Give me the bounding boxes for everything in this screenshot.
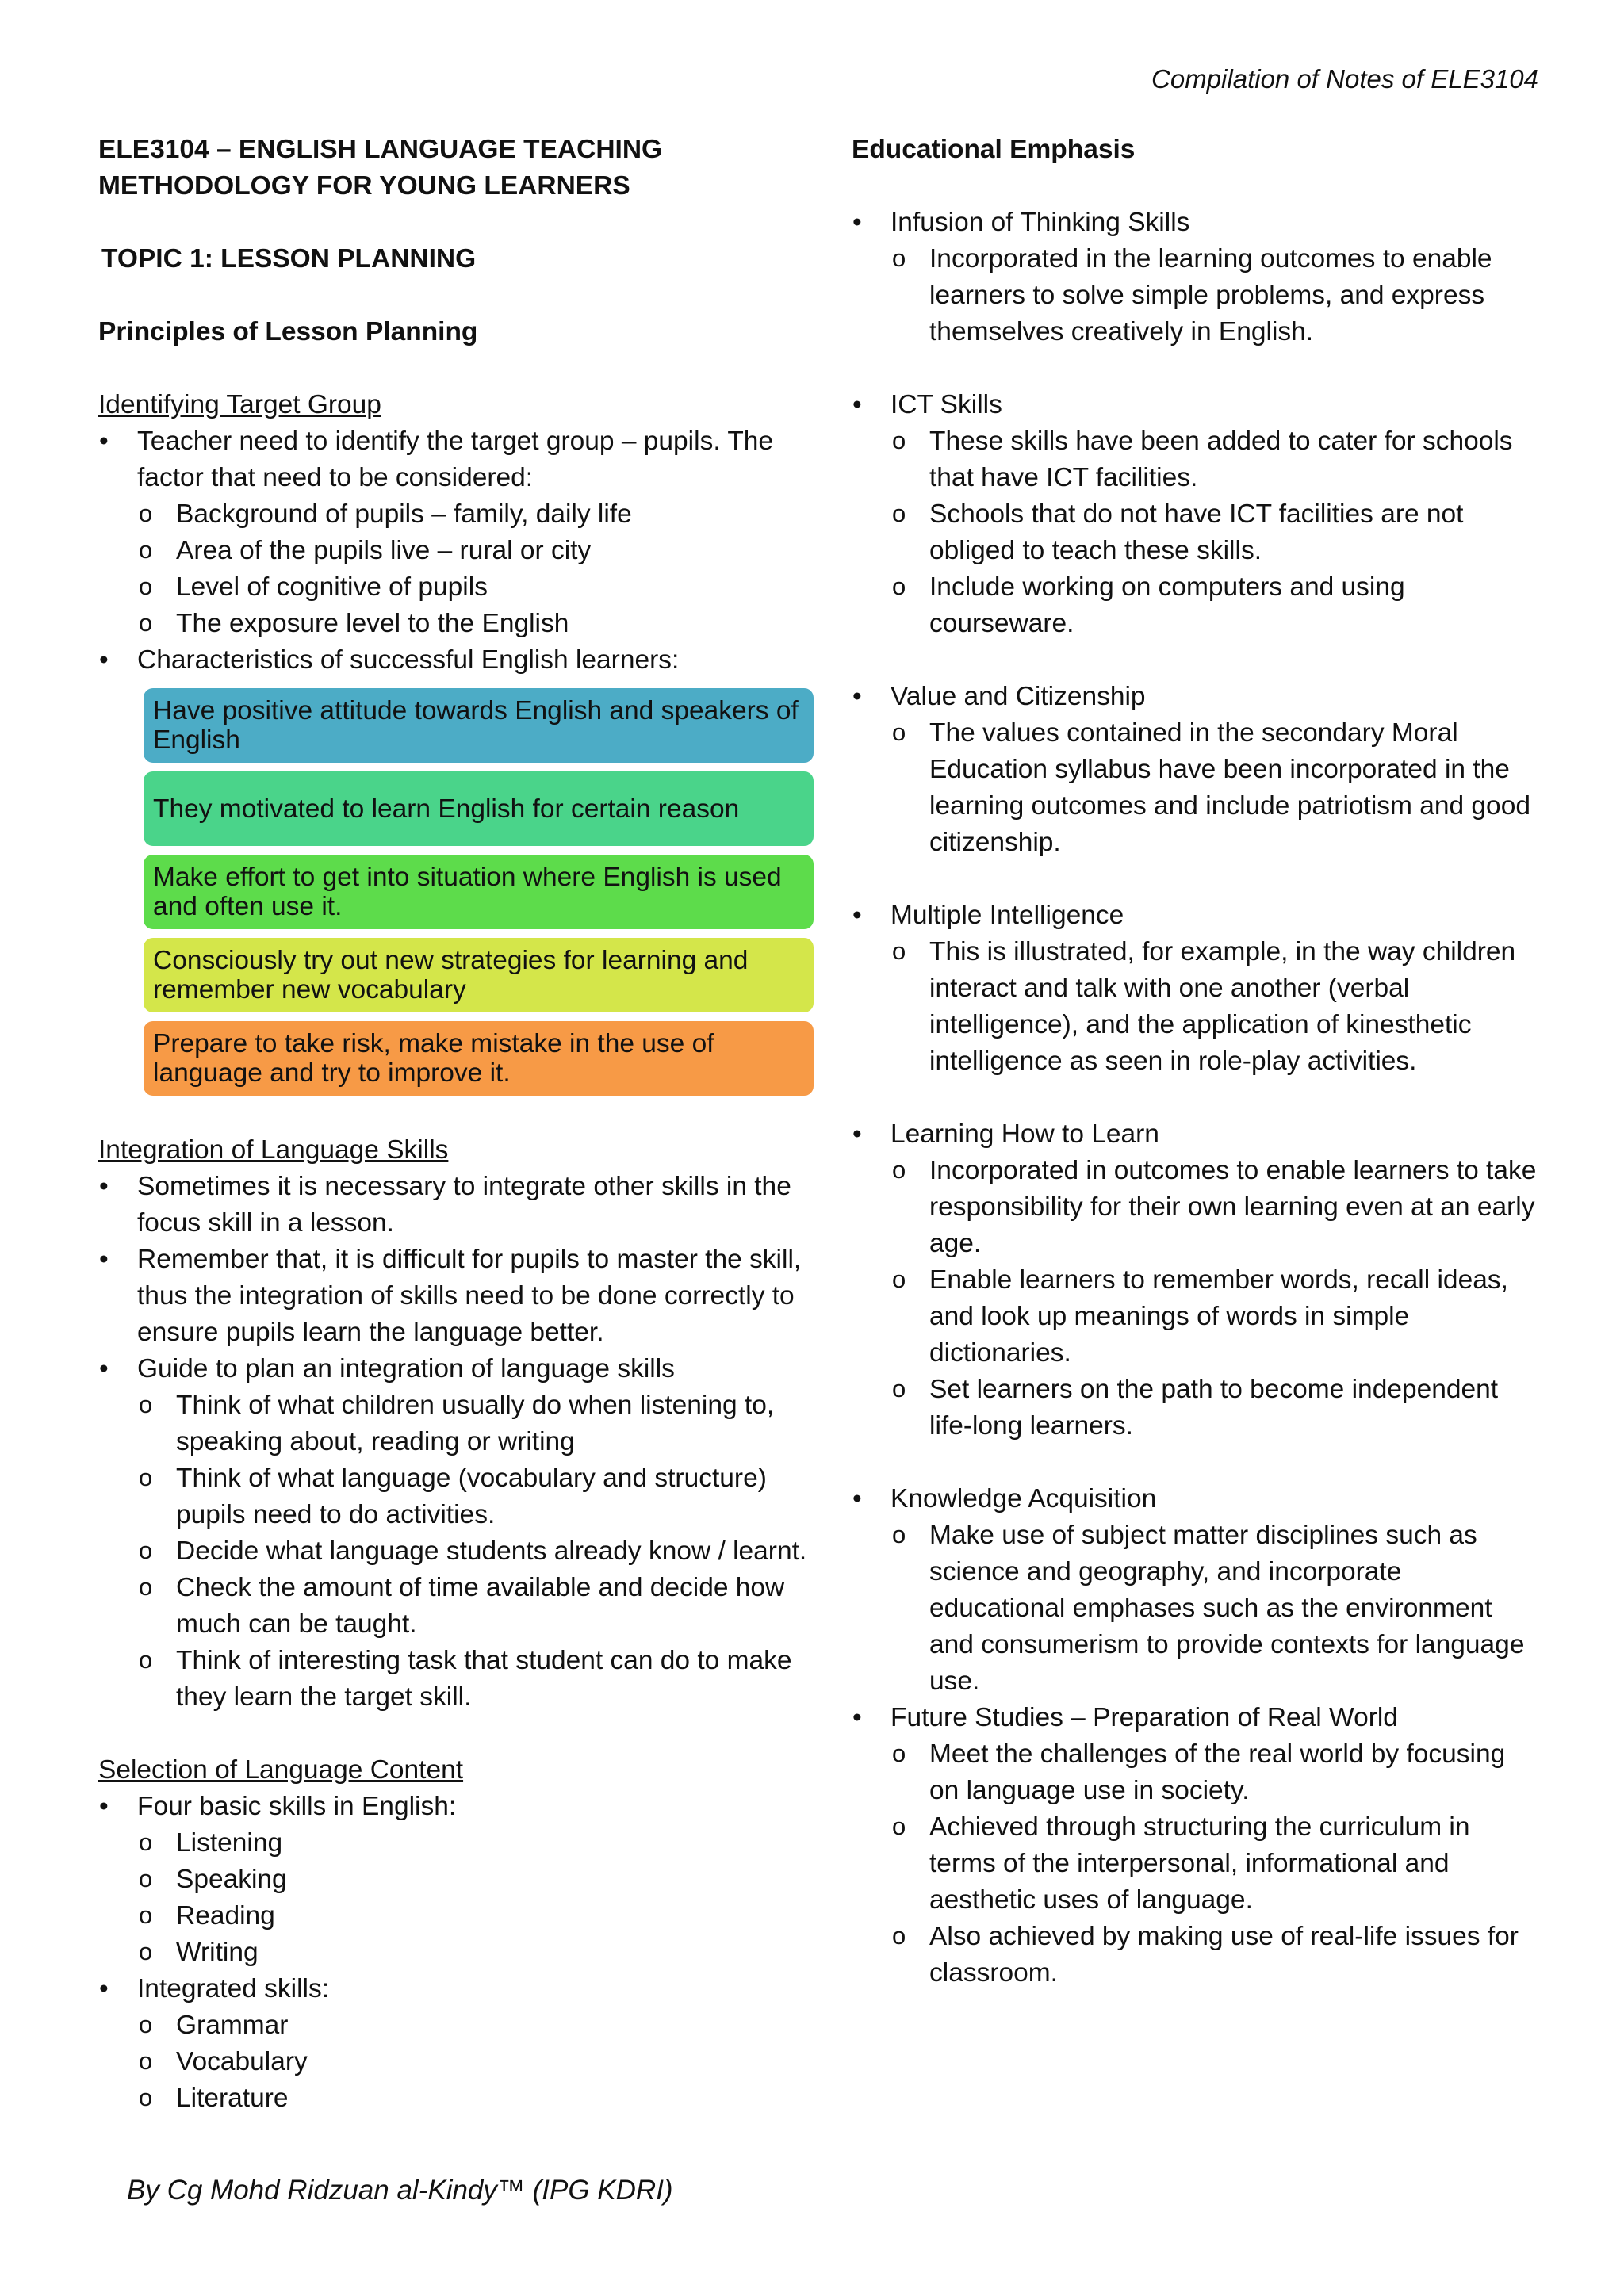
- integration-list: [98, 1169, 812, 1716]
- course-title-line1: ELE3104 – ENGLISH LANGUAGE TEACHING: [98, 135, 663, 164]
- list-item: o Reading: [137, 1898, 812, 1934]
- emphasis-sub-list: [891, 1153, 1542, 1445]
- page-footer: By Cg Mohd Ridzuan al-Kindy™ (IPG KDRI): [127, 2175, 673, 2206]
- page-header: Compilation of Notes of ELE3104: [1151, 64, 1538, 94]
- emphasis-title: Future Studies – Preparation of Real World: [891, 1703, 1398, 1732]
- list-item: • Sometimes it is necessary to integrate other skills in the focus skill in a lesson.: [98, 1169, 812, 1242]
- list-item: [98, 1351, 812, 1716]
- list-item: o Enable learners to remember words, recall ideas, and look up meanings of words in simple dictionaries.: [891, 1262, 1542, 1372]
- list-item: o Literature: [137, 2080, 812, 2117]
- selection-bullet-2: Integrated skills:: [137, 1974, 330, 2003]
- emphasis-title: Infusion of Thinking Skills: [891, 208, 1190, 237]
- list-item: o The exposure level to the English: [137, 606, 812, 642]
- list-item: o Writing: [137, 1934, 812, 1971]
- emphasis-sub-list: [891, 1517, 1542, 1700]
- emphasis-title: ICT Skills: [891, 390, 1002, 419]
- emphasis-item: [852, 1116, 1542, 1445]
- characteristic-text: Make effort to get into situation where English is used and often use it.: [153, 863, 782, 921]
- right-column: [852, 132, 1542, 1992]
- list-item: o Level of cognitive of pupils: [137, 569, 812, 606]
- list-item: [98, 423, 812, 642]
- characteristic-text: Prepare to take risk, make mistake in the use of language and try to improve it.: [153, 1029, 714, 1088]
- integrated-skills-list: [137, 2007, 812, 2117]
- emphasis-sub-list: [891, 423, 1542, 642]
- list-item: o Include working on computers and using courseware.: [891, 569, 1542, 642]
- learner-characteristics-boxes: [144, 688, 814, 1096]
- list-item: o Background of pupils – family, daily life: [137, 496, 812, 533]
- emphasis-item: [852, 897, 1542, 1080]
- integration-bullet-3: Guide to plan an integration of language skills: [137, 1354, 675, 1383]
- basic-skills-list: [137, 1825, 812, 1971]
- emphasis-title: Value and Citizenship: [891, 682, 1146, 711]
- guide-list: [137, 1387, 812, 1716]
- selection-heading: Selection of Language Content: [98, 1755, 464, 1785]
- list-item: o Vocabulary: [137, 2044, 812, 2080]
- list-item: o Incorporated in outcomes to enable learners to take responsibility for their own learning even at an early age.: [891, 1153, 1542, 1262]
- characteristic-box: [144, 938, 814, 1012]
- target-group-list: [98, 423, 812, 679]
- emphasis-item: [852, 1481, 1542, 1700]
- left-column: [98, 132, 812, 2117]
- list-item: o Incorporated in the learning outcomes to enable learners to solve simple problems, and express themselves creatively in English.: [891, 241, 1542, 350]
- list-item: [98, 642, 812, 679]
- characteristic-text: They motivated to learn English for certain reason: [153, 794, 740, 824]
- list-item: o Set learners on the path to become independent life-long learners.: [891, 1372, 1542, 1445]
- selection-bullet-1: Four basic skills in English:: [137, 1792, 457, 1821]
- selection-list: [98, 1789, 812, 2117]
- emphasis-list: [852, 205, 1542, 1992]
- characteristic-box: [144, 688, 814, 763]
- emphasis-sub-list: [891, 241, 1542, 350]
- factors-list: [137, 496, 812, 642]
- emphasis-sub-list: [891, 934, 1542, 1080]
- characteristic-box: [144, 771, 814, 846]
- list-item: o The values contained in the secondary Moral Education syllabus have been incorporated in the learning outcomes and include patriotism and good citizenship.: [891, 715, 1542, 861]
- characteristic-box: [144, 1021, 814, 1096]
- list-item: o Think of what children usually do when listening to, speaking about, reading or writing: [137, 1387, 812, 1460]
- characteristic-box: [144, 855, 814, 929]
- emphasis-item: [852, 679, 1542, 861]
- list-item: • Remember that, it is difficult for pupils to master the skill, thus the integration of skills need to be done correctly to ensure pupils learn the language better.: [98, 1242, 812, 1351]
- principles-heading: Principles of Lesson Planning: [98, 317, 478, 346]
- list-item: [98, 1971, 812, 2117]
- characteristic-text: Have positive attitude towards English and speakers of English: [153, 696, 799, 755]
- emphasis-title: Knowledge Acquisition: [891, 1484, 1157, 1513]
- emphasis-sub-list: [891, 715, 1542, 861]
- list-item: o Also achieved by making use of real-life issues for classroom.: [891, 1919, 1542, 1992]
- list-item: o Achieved through structuring the curriculum in terms of the interpersonal, informational and aesthetic uses of language.: [891, 1809, 1542, 1919]
- target-group-bullet-2: Characteristics of successful English learners:: [137, 645, 680, 675]
- list-item: o Think of what language (vocabulary and structure) pupils need to do activities.: [137, 1460, 812, 1533]
- emphasis-item: [852, 387, 1542, 642]
- list-item: o These skills have been added to cater for schools that have ICT facilities.: [891, 423, 1542, 496]
- list-item: o Listening: [137, 1825, 812, 1862]
- emphasis-item: [852, 1700, 1542, 1992]
- integration-heading: Integration of Language Skills: [98, 1135, 449, 1165]
- course-title-line2: METHODOLOGY FOR YOUNG LEARNERS: [98, 171, 630, 201]
- course-title: [98, 132, 812, 205]
- emphasis-sub-list: [891, 1736, 1542, 1992]
- list-item: o Make use of subject matter disciplines such as science and geography, and incorporate educational emphases such as the environment and consumerism to provide contexts for language use.: [891, 1517, 1542, 1700]
- list-item: o Think of interesting task that student can do to make they learn the target skill.: [137, 1643, 812, 1716]
- emphasis-title: Multiple Intelligence: [891, 901, 1124, 930]
- target-group-bullet-1: Teacher need to identify the target group – pupils. The factor that need to be considered:: [137, 427, 774, 492]
- list-item: o Area of the pupils live – rural or city: [137, 533, 812, 569]
- topic-heading: TOPIC 1: LESSON PLANNING: [102, 244, 477, 274]
- emphasis-title: Learning How to Learn: [891, 1119, 1159, 1149]
- educational-emphasis-heading: Educational Emphasis: [852, 135, 1136, 164]
- list-item: o This is illustrated, for example, in the way children interact and talk with one another (verbal intelligence), and the application of kinesthetic intelligence as seen in role-play activities.: [891, 934, 1542, 1080]
- list-item: o Speaking: [137, 1862, 812, 1898]
- list-item: o Check the amount of time available and decide how much can be taught.: [137, 1570, 812, 1643]
- list-item: o Schools that do not have ICT facilities are not obliged to teach these skills.: [891, 496, 1542, 569]
- characteristic-text: Consciously try out new strategies for learning and remember new vocabulary: [153, 946, 749, 1004]
- list-item: o Decide what language students already know / learnt.: [137, 1533, 812, 1570]
- list-item: o Grammar: [137, 2007, 812, 2044]
- list-item: o Meet the challenges of the real world by focusing on language use in society.: [891, 1736, 1542, 1809]
- emphasis-item: [852, 205, 1542, 350]
- target-group-heading: Identifying Target Group: [98, 390, 381, 419]
- list-item: [98, 1789, 812, 1971]
